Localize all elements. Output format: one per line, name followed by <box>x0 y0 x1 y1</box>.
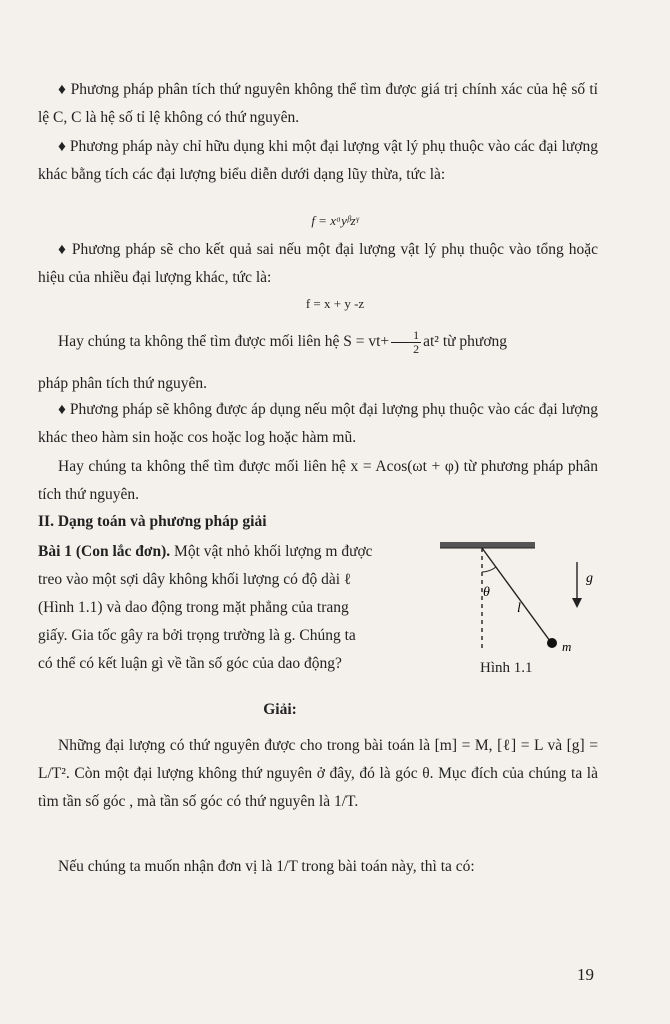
paragraph-limitation-3: ♦ Phương pháp sẽ cho kết quả sai nếu một đại lượng vật lý phụ thuộc vào tổng hoặc hiệu của nhiều đại lượng khác, tức là: <box>38 241 598 286</box>
paragraph-limitation-1: ♦ Phương pháp phân tích thứ nguyên không thể tìm được giá trị chính xác của hệ số tỉ lệ C, C là hệ số tỉ lệ không có thứ nguyên. <box>38 81 598 126</box>
fraction-denominator: 2 <box>413 341 420 356</box>
gravity-arrow-head <box>572 598 582 608</box>
fraction-one-half <box>391 329 421 356</box>
length-label: l <box>517 601 521 616</box>
problem-1-line3: (Hình 1.1) và dao động trong mặt phẳng của trang <box>38 599 349 616</box>
problem-1 <box>38 538 438 678</box>
theta-label: θ <box>483 585 490 600</box>
angle-arc <box>482 567 496 572</box>
paragraph-example-displacement <box>38 328 598 356</box>
problem-1-line1 <box>38 538 438 566</box>
problem-1-title: Bài 1 (Con lắc đơn). <box>38 543 171 560</box>
problem-1-line4: giấy. Gia tốc gây ra bởi trọng trường là g. Chúng ta <box>38 627 356 644</box>
formula-sum: f = x + y -z <box>305 296 365 311</box>
displacement-text-post: at² từ phương <box>423 333 508 350</box>
solution-heading-text: Giải: <box>263 701 297 718</box>
figure-caption: Hình 1.1 <box>480 660 533 676</box>
fraction-numerator: 1 <box>391 329 421 343</box>
paragraph-solution-2: Nếu chúng ta muốn nhận đơn vị là 1/T trong bài toán này, thì ta có: <box>58 858 475 875</box>
problem-1-line2: treo vào một sợi dây không khối lượng có độ dài ℓ <box>38 571 352 588</box>
pendulum-figure <box>435 538 595 658</box>
page-number: 19 <box>577 965 594 984</box>
paragraph-example-displacement-line2: pháp phân tích thứ nguyên. <box>38 375 207 392</box>
pendulum-bob <box>547 638 557 648</box>
problem-1-line5: có thể có kết luận gì về tần số góc của dao động? <box>38 655 342 672</box>
problem-1-line1-text: Một vật nhỏ khối lượng m được <box>170 543 373 560</box>
gravity-label: g <box>586 571 593 586</box>
paragraph-solution-1: Những đại lượng có thứ nguyên được cho trong bài toán là [m] = M, [ℓ] = L và [g] = L/T². Còn một đại lượng không thứ nguyên ở đây, đó là góc θ. Mục đích của chúng ta là tìm tần số góc , mà tần số góc có thứ nguyên là 1/T. <box>38 737 598 810</box>
paragraph-limitation-4: ♦ Phương pháp sẽ không được áp dụng nếu một đại lượng phụ thuộc vào các đại lượng khác theo hàm sin hoặc cos hoặc log hoặc hàm mũ. <box>38 401 598 446</box>
formula-power-product: f = xᵅyᵝzᵞ <box>311 213 359 228</box>
displacement-text-pre: Hay chúng ta không thể tìm được mối liên hệ S = vt+ <box>58 333 390 350</box>
section-heading: II. Dạng toán và phương pháp giải <box>38 513 267 530</box>
paragraph-limitation-2: ♦ Phương pháp này chỉ hữu dụng khi một đại lượng vật lý phụ thuộc vào các đại lượng khác bằng tích các đại lượng biểu diễn dưới dạng lũy thừa, tức là: <box>38 138 598 183</box>
pendulum-string <box>482 548 550 641</box>
solution-heading <box>0 696 560 724</box>
ceiling-support <box>440 542 535 548</box>
paragraph-example-oscillation: Hay chúng ta không thể tìm được mối liên hệ x = Acos(ωt + φ) từ phương pháp phân tích thứ nguyên. <box>38 458 598 503</box>
mass-label: m <box>562 639 572 654</box>
